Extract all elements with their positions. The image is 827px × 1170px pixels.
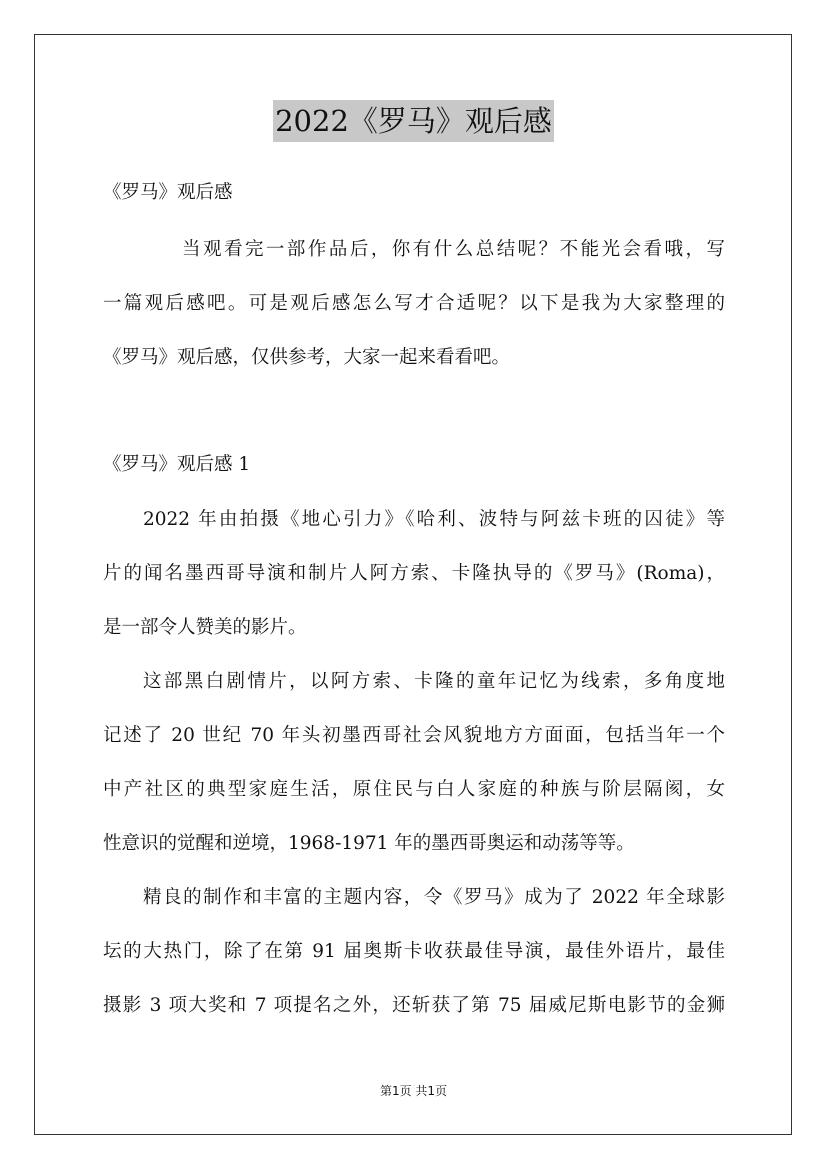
para2-line-1: 这部黑白剧情片，以阿方索、卡隆的童年记忆为线索，多角度地 — [143, 671, 725, 692]
page-footer: 第1页 共1页 — [379, 1084, 448, 1098]
para1-line-1: 2022 年由拍摄《地心引力》《哈利、波特与阿兹卡班的囚徒》等 — [143, 509, 725, 530]
para2-line-3: 中产社区的典型家庭生活，原住民与白人家庭的种族与阶层隔阂，女 — [103, 779, 725, 800]
intro-line-2: 一篇观后感吧。可是观后感怎么写才合适呢？以下是我为大家整理的 — [103, 293, 725, 314]
para3-line-1: 精良的制作和丰富的主题内容，令《罗马》成为了 2022 年全球影 — [143, 887, 725, 908]
document-title: 2022《罗马》观后感 — [273, 100, 554, 142]
para2-line-4: 性意识的觉醒和逆境，1968-1971 年的墨西哥奥运和动荡等等。 — [103, 833, 635, 854]
intro-line-1: 当观看完一部作品后，你有什么总结呢？不能光会看哦，写 — [182, 239, 725, 260]
intro-line-3: 《罗马》观后感，仅供参考，大家一起来看看吧。 — [103, 347, 511, 368]
para2-line-2: 记述了 20 世纪 70 年头初墨西哥社会风貌地方方面面，包括当年一个 — [103, 725, 725, 746]
subtitle: 《罗马》观后感 — [103, 182, 233, 203]
para1-line-2: 片的闻名墨西哥导演和制片人阿方索、卡隆执导的《罗马》(Roma)， — [103, 563, 725, 584]
para1-line-3: 是一部令人赞美的影片。 — [103, 617, 307, 638]
para3-line-3: 摄影 3 项大奖和 7 项提名之外，还斩获了第 75 届威尼斯电影节的金狮 — [103, 995, 725, 1016]
title-container — [0, 100, 827, 142]
section-heading: 《罗马》观后感 1 — [103, 454, 251, 475]
para3-line-2: 坛的大热门，除了在第 91 届奥斯卡收获最佳导演，最佳外语片，最佳 — [103, 941, 725, 962]
